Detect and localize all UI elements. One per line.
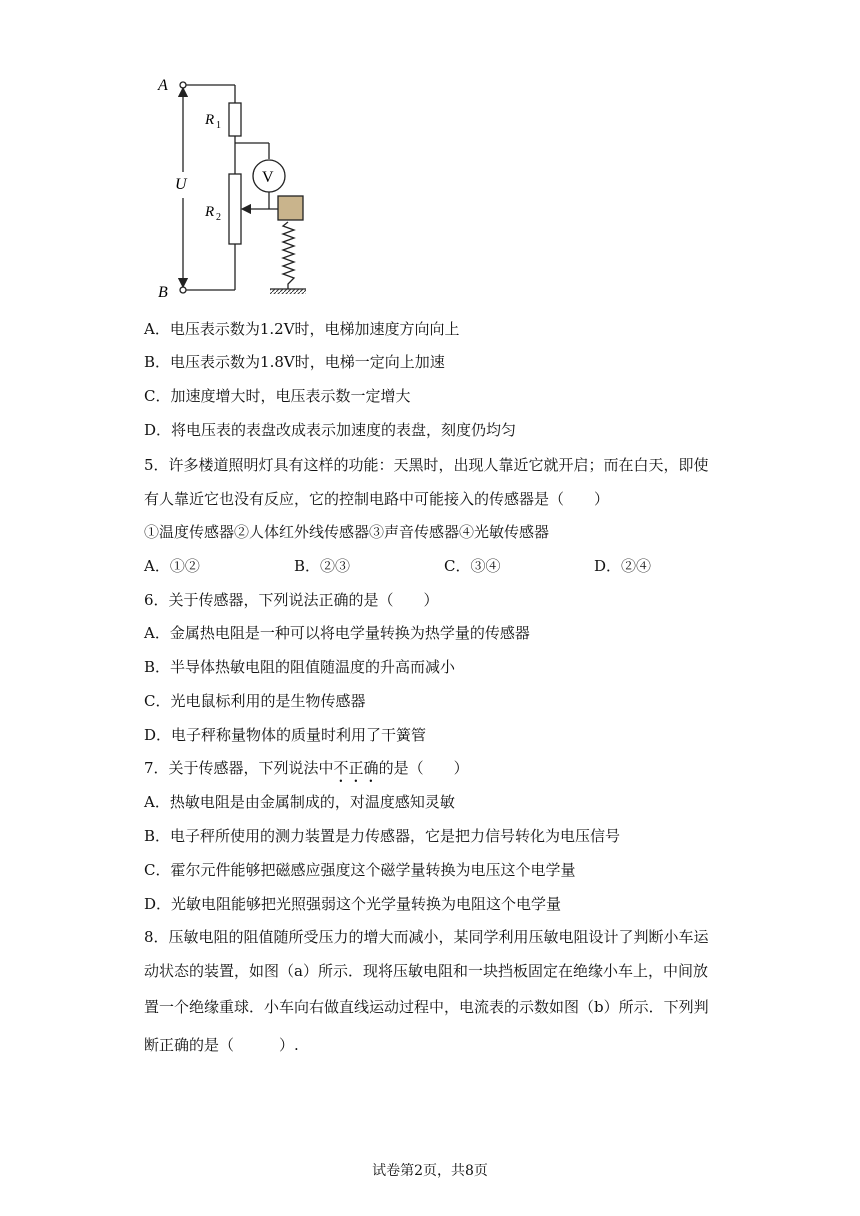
q8-stem-line1: 8．压敏电阻的阻值随所受压力的增大而减小，某同学利用压敏电阻设计了判断小车运 — [144, 928, 709, 946]
terminal-a — [180, 82, 186, 88]
label-a: A — [158, 77, 168, 94]
q7-option-a: A．热敏电阻是由金属制成的，对温度感知灵敏 — [144, 793, 455, 811]
label-r1-sub: 1 — [216, 120, 221, 131]
q5-stem-line2: 有人靠近它也没有反应，它的控制电路中可能接入的传感器是（ ） — [144, 490, 610, 508]
q5-option-b: B．②③ — [294, 557, 351, 575]
q6-option-b: B．半导体热敏电阻的阻值随温度的升高而减小 — [144, 658, 456, 676]
ground — [270, 289, 306, 294]
q4-option-c: C．加速度增大时，电压表示数一定增大 — [144, 387, 411, 405]
label-v: V — [262, 169, 274, 186]
q5-option-d: D．②④ — [594, 557, 652, 575]
q4-option-b: B．电压表示数为1.8V时，电梯一定向上加速 — [144, 353, 445, 371]
q5-option-c: C．③④ — [444, 557, 501, 575]
q8-stem-line2: 动状态的装置，如图（a）所示．现将压敏电阻和一块挡板固定在绝缘小车上，中间放 — [144, 962, 708, 980]
q7-option-b: B．电子秤所使用的测力装置是力传感器，它是把力信号转化为电压信号 — [144, 827, 621, 845]
spring — [283, 222, 294, 289]
q4-option-d: D．将电压表的表盘改成表示加速度的表盘，刻度仍均匀 — [144, 421, 517, 439]
label-r1: R — [205, 112, 215, 128]
label-r2: R — [205, 204, 215, 220]
mass-block — [278, 196, 303, 220]
terminal-b — [180, 287, 186, 293]
q5-option-a: A．①② — [144, 557, 200, 575]
q8-stem-line3: 置一个绝缘重球．小车向右做直线运动过程中，电流表的示数如图（b）所示．下列判 — [144, 998, 709, 1016]
circuit-diagram — [0, 0, 860, 310]
q7-stem — [144, 757, 469, 786]
q7-option-c: C．霍尔元件能够把磁感应强度这个磁学量转换为电压这个电学量 — [144, 861, 576, 879]
q7-option-d: D．光敏电阻能够把光照强弱这个光学量转换为电阻这个电学量 — [144, 895, 562, 913]
q6-option-a: A．金属热电阻是一种可以将电学量转换为热学量的传感器 — [144, 624, 530, 642]
label-b: B — [158, 284, 168, 301]
page-footer: 试卷第2页，共8页 — [372, 1163, 488, 1179]
q4-option-a: A．电压表示数为1.2V时，电梯加速度方向向上 — [144, 320, 460, 338]
q7-stem-pre: 7．关于传感器，下列说法中 — [144, 759, 334, 777]
q6-option-c: C．光电鼠标利用的是生物传感器 — [144, 692, 366, 710]
q8-stem-line4: 断正确的是（ ）. — [144, 1036, 299, 1054]
q7-stem-emphasis: 不正确 — [333, 759, 379, 777]
resistor-r1 — [229, 103, 241, 136]
q5-stem-line1: 5．许多楼道照明灯具有这样的功能：天黑时，出现人靠近它就开启；而在白天，即使 — [144, 456, 709, 474]
q5-sensor-list: ①温度传感器②人体红外线传感器③声音传感器④光敏传感器 — [144, 523, 550, 541]
label-r2-sub: 2 — [216, 212, 221, 223]
resistor-r2 — [229, 174, 241, 244]
q6-stem: 6．关于传感器，下列说法正确的是（ ） — [144, 591, 439, 609]
label-u: U — [175, 176, 187, 193]
q6-option-d: D．电子秤称量物体的质量时利用了干簧管 — [144, 726, 427, 744]
q7-stem-post: 的是（ ） — [378, 759, 469, 777]
